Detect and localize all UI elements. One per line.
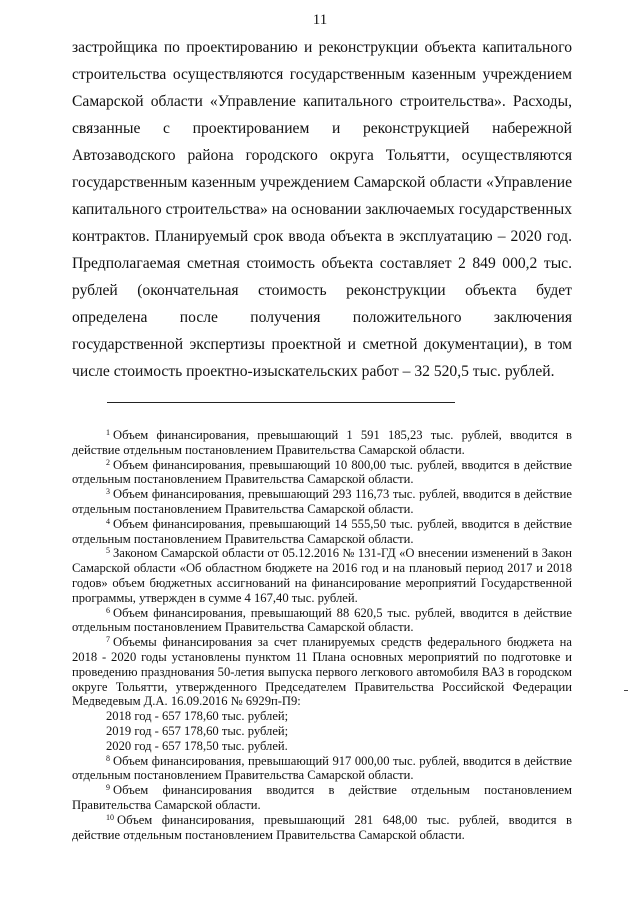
footnote-7 xyxy=(72,635,572,709)
main-paragraph: застройщика по проектированию и реконструкции объекта капитального строительства осуществляются государственным казенным учреждением Самарской области «Управление капитального строительства». Расходы, связанные с проектированием и реконструкцией набережной Автозаводского района городского округа Тольятти, осуществляются государственным казенным учреждением Самарской области «Управление капитального строительства» на основании заключаемых государственных контрактов. Планируемый срок ввода объекта в эксплуатацию – 2020 год. Предполагаемая сметная стоимость объекта составляет 2 849 000,2 тыс. рублей (окончательная стоимость реконструкции объекта будет определена после получения положительного заключения государственной экспертизы проектной и сметной документации), в том числе стоимость проектно-изыскательских работ – 32 520,5 тыс. рублей. xyxy=(72,39,572,380)
footnote-number: 4 xyxy=(106,516,110,526)
footnote-number: 8 xyxy=(106,753,110,763)
footnote-10 xyxy=(72,813,572,843)
year-amount-2018: 2018 год - 657 178,60 тыс. рублей; xyxy=(106,709,289,724)
footnote-number: 7 xyxy=(106,635,110,645)
footnote-1 xyxy=(72,428,572,458)
footnote-3 xyxy=(72,487,572,517)
year-amount-2020: 2020 год - 657 178,50 тыс. рублей. xyxy=(106,738,288,753)
footnote-number: 2 xyxy=(106,457,110,467)
footnote-number: 6 xyxy=(106,605,110,615)
footnote-number: 3 xyxy=(106,487,110,497)
footnote-text: Объем финансирования, превышающий 293 116,73 тыс. рублей, вводится в действие отдельным постановлением Правительства Самарской области. xyxy=(72,487,572,516)
footnote-number: 10 xyxy=(106,812,114,822)
footnote-2 xyxy=(72,458,572,488)
year-amount-2019: 2019 год - 657 178,60 тыс. рублей; xyxy=(106,723,289,738)
footnote-6 xyxy=(72,606,572,636)
footnote-text: Объем финансирования, превышающий 281 648,00 тыс. рублей, вводится в действие отдельным постановлением Правительства Самарской области. xyxy=(72,812,572,842)
footnote-text: Законом Самарской области от 05.12.2016 № 131-ГД «О внесении изменений в Закон Самарской области «Об областном бюджете на 2016 год и на плановый период 2017 и 2018 годов» объем бюджетных ассигнований на финансирование мероприятий Государственной программы, утвержден в сумме 4 167,40 тыс. рублей. xyxy=(72,546,572,605)
footnote-text: Объем финансирования, превышающий 10 800,00 тыс. рублей, вводится в действие отдельным постановлением Правительства Самарской области. xyxy=(72,457,572,487)
footnote-text: Объем финансирования вводится в действие отдельным постановлением Правительства Самарской области. xyxy=(72,783,572,812)
footnote-8 xyxy=(72,754,572,784)
footnotes-section xyxy=(72,428,572,842)
footnote-9 xyxy=(72,783,572,813)
footnote-number: 5 xyxy=(106,546,110,556)
footnote-separator xyxy=(107,402,455,403)
main-text xyxy=(72,34,572,385)
footnote-number: 1 xyxy=(106,428,110,437)
footnote-number: 9 xyxy=(106,783,110,793)
footnote-4 xyxy=(72,517,572,547)
footnote-5 xyxy=(72,546,572,605)
footnote-text: Объем финансирования, превышающий 917 000,00 тыс. рублей, вводится в действие отдельным постановлением Правительства Самарской области. xyxy=(72,753,572,783)
footnote-text: Объем финансирования, превышающий 14 555,50 тыс. рублей, вводится в действие отдельным постановлением Правительства Самарской области. xyxy=(72,516,572,546)
footnote-text: Объем финансирования, превышающий 1 591 185,23 тыс. рублей, вводится в действие отдельным постановлением Правительства Самарской области. xyxy=(72,428,572,457)
page-number: 11 xyxy=(312,12,328,28)
scan-mark xyxy=(624,690,628,691)
footnote-7-year-list xyxy=(72,709,572,753)
footnote-text: Объемы финансирования за счет планируемых средств федерального бюджета на 2018 - 2020 годы установлены пунктом 11 Плана основных мероприятий по подготовке и проведению празднования 50-летия выпуска первого легкового автомобиля ВАЗ в городском округе Тольятти, утвержденного Председателем Правительства Российской Федерации Медведевым Д.А. 16.09.2016 № 6929п-П9: xyxy=(72,635,572,709)
footnote-text: Объем финансирования, превышающий 88 620,5 тыс. рублей, вводится в действие отдельным постановлением Правительства Самарской области. xyxy=(72,605,572,635)
